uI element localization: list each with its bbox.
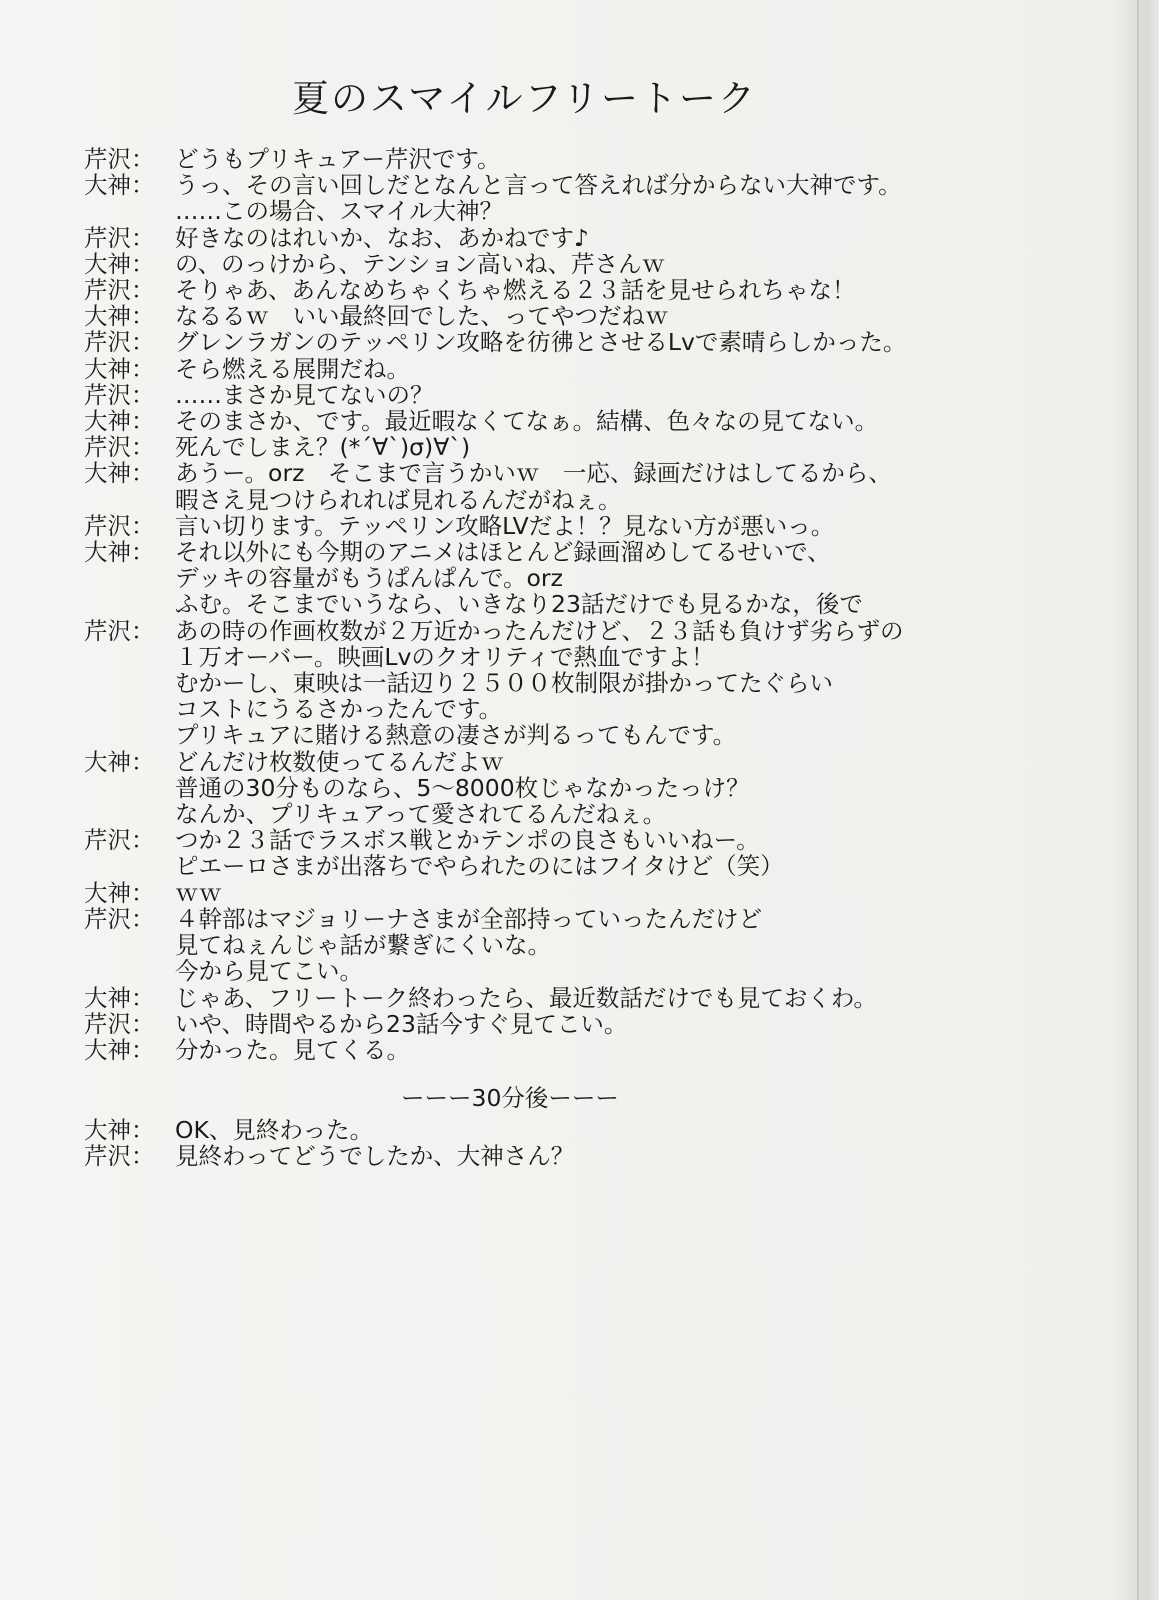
speech-line: あうー。orz そこまで言うかいｗ 一応、録画だけはしてるから、 (175, 459, 892, 488)
dialogue-after (84, 1117, 1094, 1169)
time-divider: ーーー30分後ーーー (401, 1084, 619, 1113)
speech-text (175, 880, 1094, 906)
dialogue-body (84, 146, 1094, 1169)
dialogue-entry (84, 460, 1094, 512)
page-edge (1137, 0, 1139, 1600)
speaker-name: 芹沢： (84, 1141, 155, 1170)
speech-line: そりゃあ、あんなめちゃくちゃ燃える２３話を見せられちゃな！ (175, 276, 856, 305)
dialogue-entry (84, 408, 1094, 434)
dialogue-entry (84, 172, 1094, 224)
speech-line: 死んでしまえ？(*´∀`)σ)∀`) (175, 433, 471, 462)
speaker-name: 大神： (84, 354, 155, 383)
speech-text (175, 906, 1094, 985)
speaker-name: 大神： (84, 249, 155, 278)
speech-line: うっ、その言い回しだとなんと言って答えれば分からない大神です。 (175, 171, 902, 200)
speaker-name: 大神： (84, 747, 155, 776)
speech-line: そのまさか、です。最近暇なくてなぁ。結構、色々なの見てない。 (175, 407, 879, 436)
speech-line: どうもプリキュアー芹沢です。 (175, 145, 501, 173)
speaker-name: 芹沢： (84, 380, 155, 409)
dialogue-entry (84, 434, 1094, 460)
speech-text (175, 1011, 1094, 1037)
speech-line: プリキュアに賭ける熱意の凄さが判るってもんです。 (175, 721, 737, 750)
speaker-name: 芹沢： (84, 826, 155, 855)
speech-text (175, 408, 1094, 434)
dialogue-entry (84, 749, 1094, 828)
dialogue-entry (84, 985, 1094, 1011)
speech-text (175, 277, 1094, 303)
dialogue-entry (84, 1143, 1094, 1169)
speech-line: の、のっけから、テンション高いね、芹さんｗ (175, 249, 666, 278)
dialogue-entry (84, 356, 1094, 382)
speech-line: 見てねぇんじゃ話が繋ぎにくいな。 (175, 931, 551, 960)
dialogue-entry (84, 1011, 1094, 1037)
speech-text (175, 513, 1094, 539)
speech-line: グレンラガンのテッペリン攻略を彷彿とさせるLvで素晴らしかった。 (175, 328, 907, 357)
speech-line: ……この場合、スマイル大神？ (175, 197, 504, 226)
speech-text (175, 382, 1094, 408)
speech-line: コストにうるさかったんです。 (175, 695, 503, 724)
speaker-name: 大神： (84, 1035, 155, 1064)
speech-line: 普通の30分ものなら、5～8000枚じゃなかったっけ？ (175, 773, 750, 802)
speech-text (175, 434, 1094, 460)
speech-line: ふむ。そこまでいうなら、いきなり23話だけでも見るかな，後で (175, 590, 863, 619)
dialogue-entry (84, 827, 1094, 879)
speech-text (175, 827, 1094, 879)
speaker-name: 芹沢： (84, 145, 155, 173)
dialogue-entry (84, 277, 1094, 303)
dialogue-entry (84, 1117, 1094, 1143)
speech-text (175, 1143, 1094, 1169)
speech-text (175, 172, 1094, 224)
speech-line: なんか、プリキュアって愛されてるんだねぇ。 (175, 800, 667, 829)
dialogue-entry (84, 251, 1094, 277)
speech-text (175, 356, 1094, 382)
speech-text (175, 329, 1094, 355)
speech-text (175, 749, 1094, 828)
speaker-name: 芹沢： (84, 433, 155, 462)
divider-row (84, 1063, 1094, 1117)
speech-line: デッキの容量がもうぱんぱんで。orz (175, 564, 563, 593)
speaker-name: 大神： (84, 983, 155, 1012)
speech-text (175, 225, 1094, 251)
speech-line: OK、見終わった。 (175, 1115, 374, 1144)
dialogue-entry (84, 1037, 1094, 1063)
speech-line: いや、時間やるから23話今すぐ見てこい。 (175, 1009, 628, 1038)
page-title: 夏のスマイルフリートーク (292, 77, 758, 120)
speaker-name: 大神： (84, 171, 155, 200)
dialogue-entry (84, 513, 1094, 539)
speech-text (175, 1117, 1094, 1143)
speech-line: ４幹部はマジョリーナさまが全部持っていったんだけど (175, 904, 763, 933)
dialogue-entry (84, 906, 1094, 985)
dialogue-entry (84, 303, 1094, 329)
dialogue-entry (84, 225, 1094, 251)
speaker-name: 芹沢： (84, 904, 155, 933)
speech-line: つか２３話でラスボス戦とかテンポの良さもいいねー。 (175, 826, 760, 855)
speaker-name: 大神： (84, 538, 155, 567)
speech-text (175, 618, 1094, 749)
speech-line: 分かった。見てくる。 (175, 1035, 410, 1064)
speech-line: なるるｗ いい最終回でした、ってやつだねｗ (175, 302, 669, 331)
dialogue-entry (84, 539, 1094, 618)
speech-line: 言い切ります。テッペリン攻略LVだよ！？見ない方が悪いっ。 (175, 511, 835, 540)
speaker-name: 大神： (84, 878, 155, 907)
speech-text (175, 539, 1094, 618)
speech-line: 今から見てこい。 (175, 957, 363, 986)
speaker-name: 芹沢： (84, 1009, 155, 1038)
speech-text (175, 1037, 1094, 1063)
speaker-name: 大神： (84, 1115, 155, 1144)
speech-line: あの時の作画枚数が２万近かったんだけど、２３話も負けず劣らずの (175, 616, 904, 645)
speaker-name: 大神： (84, 407, 155, 436)
dialogue-entry (84, 146, 1094, 172)
speaker-name: 芹沢： (84, 276, 155, 305)
speech-text (175, 303, 1094, 329)
speech-line: そら燃える展開だね。 (175, 354, 410, 383)
speech-line: ピエーロさまが出落ちでやられたのにはフイタけど（笑） (175, 852, 784, 881)
speech-text (175, 985, 1094, 1011)
speaker-name: 大神： (84, 302, 155, 331)
dialogue-entry (84, 329, 1094, 355)
speaker-name: 芹沢： (84, 328, 155, 357)
speech-line: １万オーバー。映画Lvのクオリティで熱血ですよ！ (175, 642, 715, 671)
speech-line: どんだけ枚数使ってるんだよｗ (175, 747, 504, 776)
speech-line: それ以外にも今期のアニメはほとんど録画溜めしてるせいで、 (175, 538, 831, 567)
dialogue-main (84, 146, 1094, 1063)
speech-line: ｗｗ (175, 878, 222, 907)
speech-text (175, 460, 1094, 512)
speech-text (175, 146, 1094, 172)
speaker-name: 大神： (84, 459, 155, 488)
dialogue-entry (84, 880, 1094, 906)
speech-line: 好きなのはれいか、なお、あかねです♪ (175, 223, 589, 252)
speech-line: ……まさか見てないの？ (175, 380, 434, 409)
speech-line: 暇さえ見つけられれば見れるんだがねぇ。 (175, 485, 622, 514)
dialogue-entry (84, 382, 1094, 408)
speech-line: じゃあ、フリートーク終わったら、最近数話だけでも見ておくわ。 (175, 983, 877, 1012)
speech-line: 見終わってどうでしたか、大神さん？ (175, 1141, 575, 1170)
speech-line: むかーし、東映は一話辺り２５００枚制限が掛かってたぐらい (175, 669, 833, 698)
speaker-name: 芹沢： (84, 511, 155, 540)
speaker-name: 芹沢： (84, 616, 155, 645)
dialogue-entry (84, 618, 1094, 749)
speaker-name: 芹沢： (84, 223, 155, 252)
speech-text (175, 251, 1094, 277)
